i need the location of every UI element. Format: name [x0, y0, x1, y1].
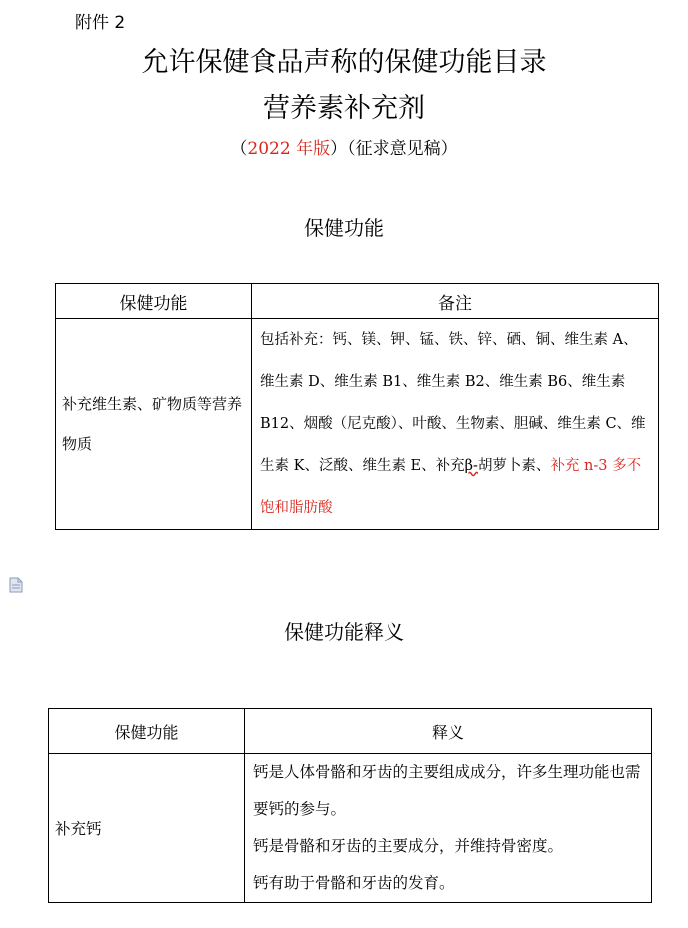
definition-cell — [245, 754, 652, 903]
function-cell: 补充钙 — [49, 754, 245, 903]
definition-line: 钙是骨骼和牙齿的主要成分，并维持骨密度。 — [253, 837, 564, 855]
note-text: 包括补充：钙、镁、钾、锰、铁、锌、硒、铜、维生素 A、维生素 D、维生素 B1、维生素 B2、维生素 B6、维生素 B12、烟酸（尼克酸）、叶酸、生物素、胆碱、维生素 C、维生素 K、泛酸、维生素 E、补充 — [260, 332, 646, 474]
table-row — [56, 319, 659, 530]
edition-line — [0, 134, 688, 159]
definition-line: 钙是人体骨骼和牙齿的主要组成成分，许多生理功能也需要钙的参与。 — [253, 763, 641, 818]
note-highlight: 补充 n-3 多不饱和脂肪酸 — [260, 458, 642, 516]
note-beta: β- — [464, 458, 478, 474]
column-header-note: 备注 — [252, 284, 659, 319]
edition-year: 2022 年版 — [247, 139, 331, 159]
table-header-row — [49, 709, 652, 754]
page-subtitle: 营养素补充剂 — [263, 93, 425, 124]
functions-table — [55, 283, 659, 530]
table-row — [49, 754, 652, 903]
column-header-function: 保健功能 — [49, 709, 245, 754]
edition-draft-note: ）（征求意见稿） — [330, 139, 458, 159]
definition-line: 钙有助于骨骼和牙齿的发育。 — [253, 874, 455, 892]
section-heading-definitions: 保健功能释义 — [284, 620, 404, 644]
document-icon[interactable] — [9, 577, 23, 593]
column-header-definition: 释义 — [245, 709, 652, 754]
function-cell: 补充维生素、矿物质等营养物质 — [56, 319, 252, 530]
column-header-function: 保健功能 — [56, 284, 252, 319]
definitions-table — [48, 708, 652, 903]
note-text-carotene: 胡萝卜素、 — [477, 458, 551, 474]
note-cell — [252, 319, 659, 530]
attachment-label: 附件 2 — [75, 13, 126, 33]
edition-open: （ — [230, 139, 248, 159]
page-title: 允许保健食品声称的保健功能目录 — [141, 47, 547, 78]
section-heading-functions: 保健功能 — [304, 216, 384, 240]
table-header-row — [56, 284, 659, 319]
